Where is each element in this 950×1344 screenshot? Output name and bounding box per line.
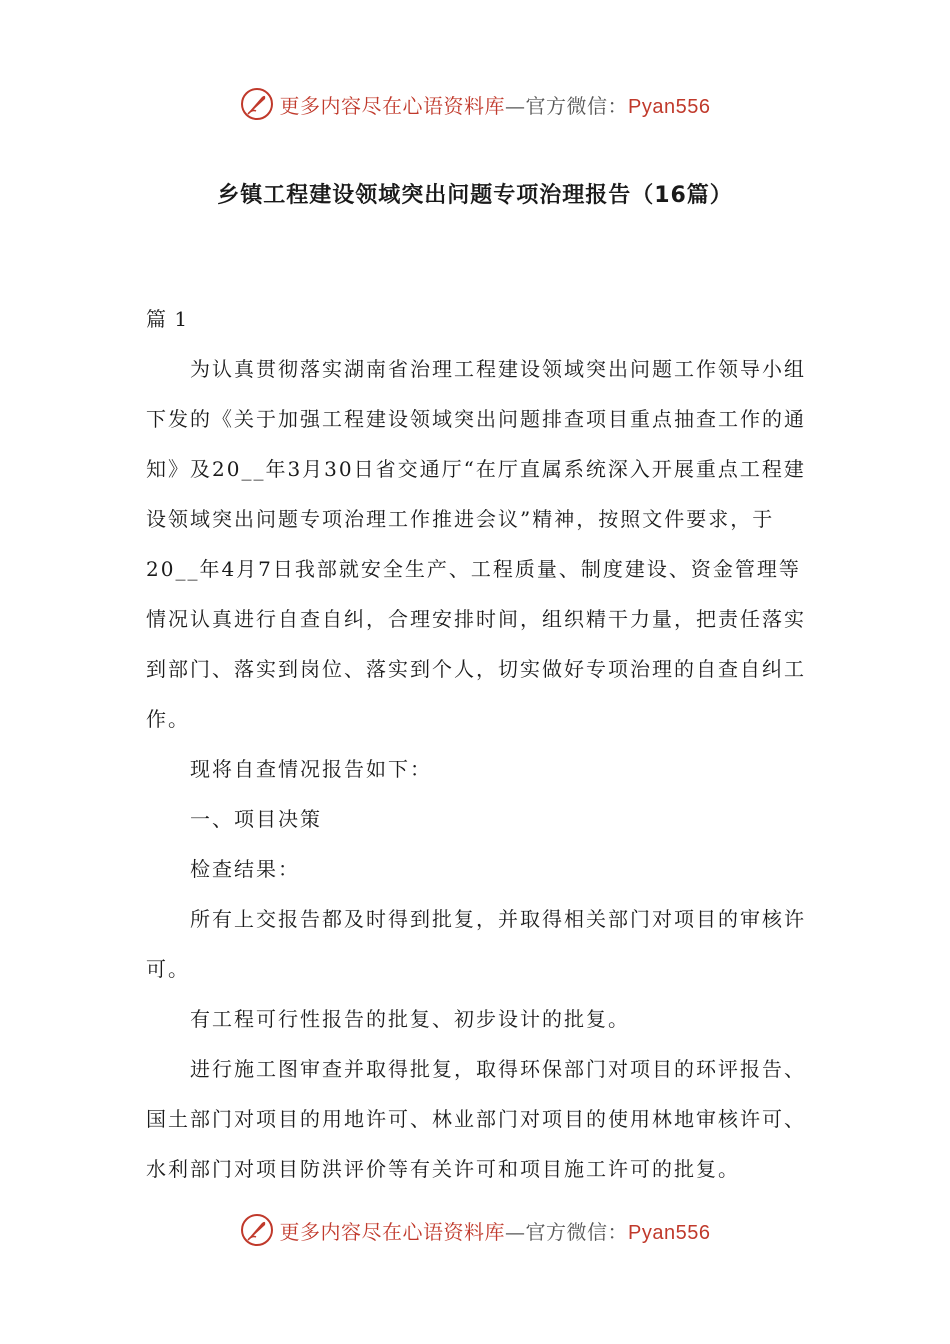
- watermark-header: [0, 84, 950, 124]
- paragraph-feasibility: 有工程可行性报告的批复、初步设计的批复。: [190, 1007, 630, 1031]
- document-body: [146, 294, 808, 1194]
- paragraph-report-lead: 现将自查情况报告如下：: [190, 757, 432, 781]
- watermark-footer: [0, 1210, 950, 1250]
- heading-project-decision: 一、项目决策: [190, 807, 322, 831]
- paragraph-approvals: 所有上交报告都及时得到批复，并取得相关部门对项目的审核许可。: [146, 907, 806, 981]
- paragraph-intro: 为认真贯彻落实湖南省治理工程建设领域突出问题工作领导小组下发的《关于加强工程建设领域突出问题排查项目重点抽查工作的通知》及20__年3月30日省交通厅“在厅直属系统深入开展重点工程建设领域突出问题专项治理工作推进会议”精神，按照文件要求，于20__年4月7日我部就安全生产、工程质量、制度建设、资金管理等情况认真进行自查自纠，合理安排时间，组织精干力量，把责任落实到部门、落实到岗位、落实到个人，切实做好专项治理的自查自纠工作。: [146, 357, 806, 731]
- paragraph-permits: 进行施工图审查并取得批复，取得环保部门对项目的环评报告、国土部门对项目的用地许可、林业部门对项目的使用林地审核许可、水利部门对项目防洪评价等有关许可和项目施工许可的批复。: [146, 1057, 806, 1181]
- watermark-text: 更多内容尽在心语资料库—官方微信：Pyan556: [279, 1219, 711, 1244]
- document-title: 乡镇工程建设领域突出问题专项治理报告（16篇）: [217, 183, 733, 208]
- quill-logo-icon: [240, 1213, 274, 1247]
- quill-logo-icon: [240, 87, 274, 121]
- section-label: 篇 1: [146, 307, 189, 331]
- watermark-text: 更多内容尽在心语资料库—官方微信：Pyan556: [279, 93, 711, 118]
- heading-check-result: 检查结果：: [190, 857, 300, 881]
